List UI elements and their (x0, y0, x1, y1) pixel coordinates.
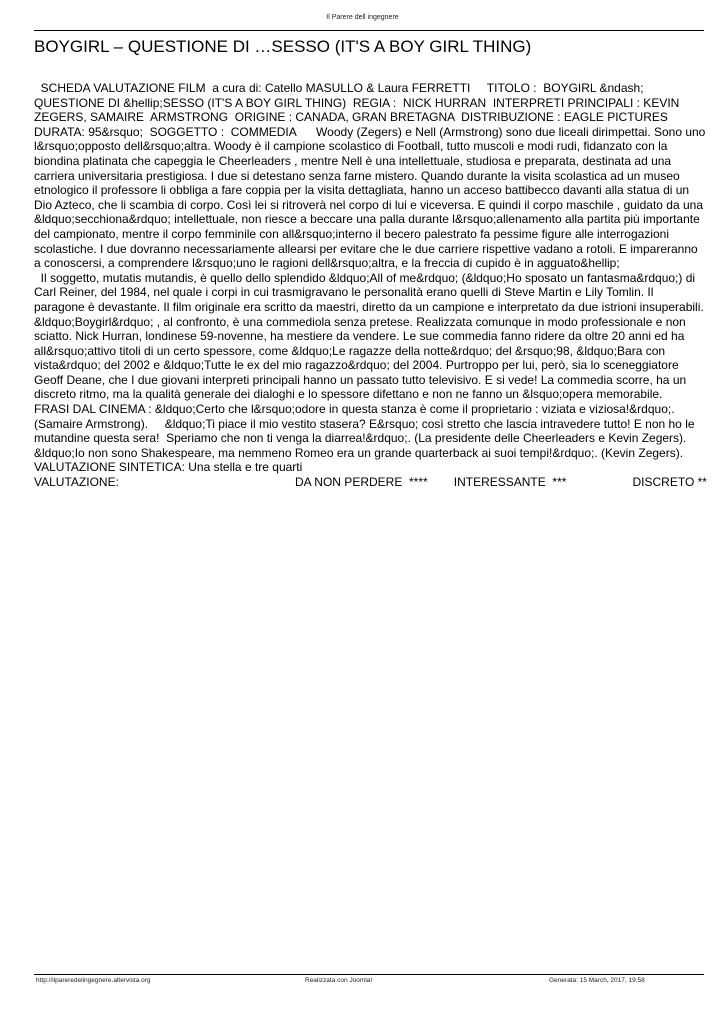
rating-tier-decent: DISCRETO ** (632, 475, 707, 490)
footer-powered-by: Realizzata con Joomla! (305, 977, 373, 984)
rating-tier-must-see: DA NON PERDERE **** (294, 475, 428, 490)
rating-label: VALUTAZIONE: (34, 475, 119, 490)
article-paragraph-2: Il soggetto, mutatis mutandis, è quello dello splendido &ldquo;All of me&rdquo; (&ldquo;Ho sposato un fantasma&rdquo;) di Carl Reiner, del 1984, nel quale i corpi in cui trasmigravano le personalità erano quelli di Steve Martin e Lily Tomlin. Il paragone è devastante. Il film originale era scritto da maestri, diretto da un campione e interpretato da due istrioni insuperabili. &ldquo;Boygirl&rdquo; , al confronto, è una commediola senza pretese. Realizzata comunque in modo professionale e non sciatto. Nick Hurran, londinese 59-novenne, ha mestiere da vendere. Le sue commedia fanno ridere da oltre 20 anni ed ha all&rsquo;attivo titoli di un certo spessore, come &ldquo;Le ragazze della notte&rdquo; del &rsquo;98, &ldquo;Bara con vista&rdquo; del 2002 e &ldquo;Tutte le ex del mio ragazzo&rdquo; del 2004. Purtroppo per lui, però, sia lo sceneggiatore Geoff Deane, che I due giovani interpreti principali hanno un passato tutto televisivo. E si vede! La commedia scorre, ha un discreto ritmo, ma la qualità generale dei dialoghi e lo spessore difettano e non ne fanno un &lsquo;opera memorabile. FRASI DAL CINEMA : &ldquo;Certo che l&rsquo;odore in questa stanza è come il proprietario : viziata e viziosa!&rdquo;. (Samaire Armstrong). &ldquo;Ti piace il mio vestito stasera? E&rsquo; così stretto che lascia intravedere tutto! E non ho le mutandine questa sera! Speriamo che non ti venga la diarrea!&rdquo;. (La presidente delle Cheerleaders e Kevin Zegers). &ldquo;Io non sono Shakespeare, ma nemmeno Romeo era un grande quarterback ai suoi tempi!&rdquo;. (Kevin Zegers). VALUTAZIONE SINTETICA: Una stella e tre quarti (34, 270, 710, 475)
article-paragraph-1: SCHEDA VALUTAZIONE FILM a cura di: Catello MASULLO & Laura FERRETTI TITOLO : BOYGIRL &ndash; QUESTIONE DI &hellip;SESSO (IT'S A BOY GIRL THING) REGIA : NICK HURRAN INTERPRETI PRINCIPALI : KEVIN ZEGERS, SAMAIRE ARMSTRONG ORIGINE : CANADA, GRAN BRETAGNA DISTRIBUZIONE : EAGLE PICTURES DURATA: 95&rsquo; SOGGETTO : COMMEDIA Woody (Zegers) e Nell (Armstrong) sono due liceali dirimpettai. Sono uno l&rsquo;opposto dell&rsquo;altra. Woody è il campione scolastico di Football, tutto muscoli e modi rudi, fidanzato con la biondina platinata che capeggia le Cheerleaders , mentre Nell è una intellettuale, studiosa e preparata, destinata ad una carriera universitaria prestigiosa. I due si detestano senza farne mistero. Quando durante la visita scolastica ad un museo etnologico il professore li obbliga a fare coppia per la visita dettagliata, hanno un acceso battibecco davanti alla statua di un Dio Azteco, che li scambia di corpo. Così lei si ritroverà nel corpo di lui e viceversa. E quindi il corpo maschile , guidato da una &ldquo;secchiona&rdquo; intellettuale, non riesce a beccare una palla durante l&rsquo;allenamento alla partita più importante del campionato, mentre il corpo femminile con all&rsquo;interno il becero palestrato fa pessime figure alle interrogazioni scolastiche. I due dovranno necessariamente allearsi per evitare che le due carriere rispettive vadano a rotoli. E impareranno a conoscersi, a comprendere l&rsquo;uno le ragioni dell&rsquo;altra, e la freccia di cupido è in agguato&hellip; (34, 81, 709, 271)
page-title: BOYGIRL – QUESTIONE DI …SESSO (IT'S A BOY GIRL THING) (34, 37, 532, 56)
footer-generated-date: Generata: 15 March, 2017, 19:58 (549, 977, 645, 984)
footer-site-link[interactable]: http://ilpareredelingegnere.altervista.org (36, 977, 151, 984)
title-divider (34, 30, 704, 31)
article-body (34, 81, 710, 490)
rating-line (34, 475, 707, 490)
site-header: Il Parere dell ingegnere (326, 14, 399, 21)
footer-divider (34, 974, 704, 975)
rating-tier-interesting: INTERESSANTE *** (453, 475, 567, 490)
